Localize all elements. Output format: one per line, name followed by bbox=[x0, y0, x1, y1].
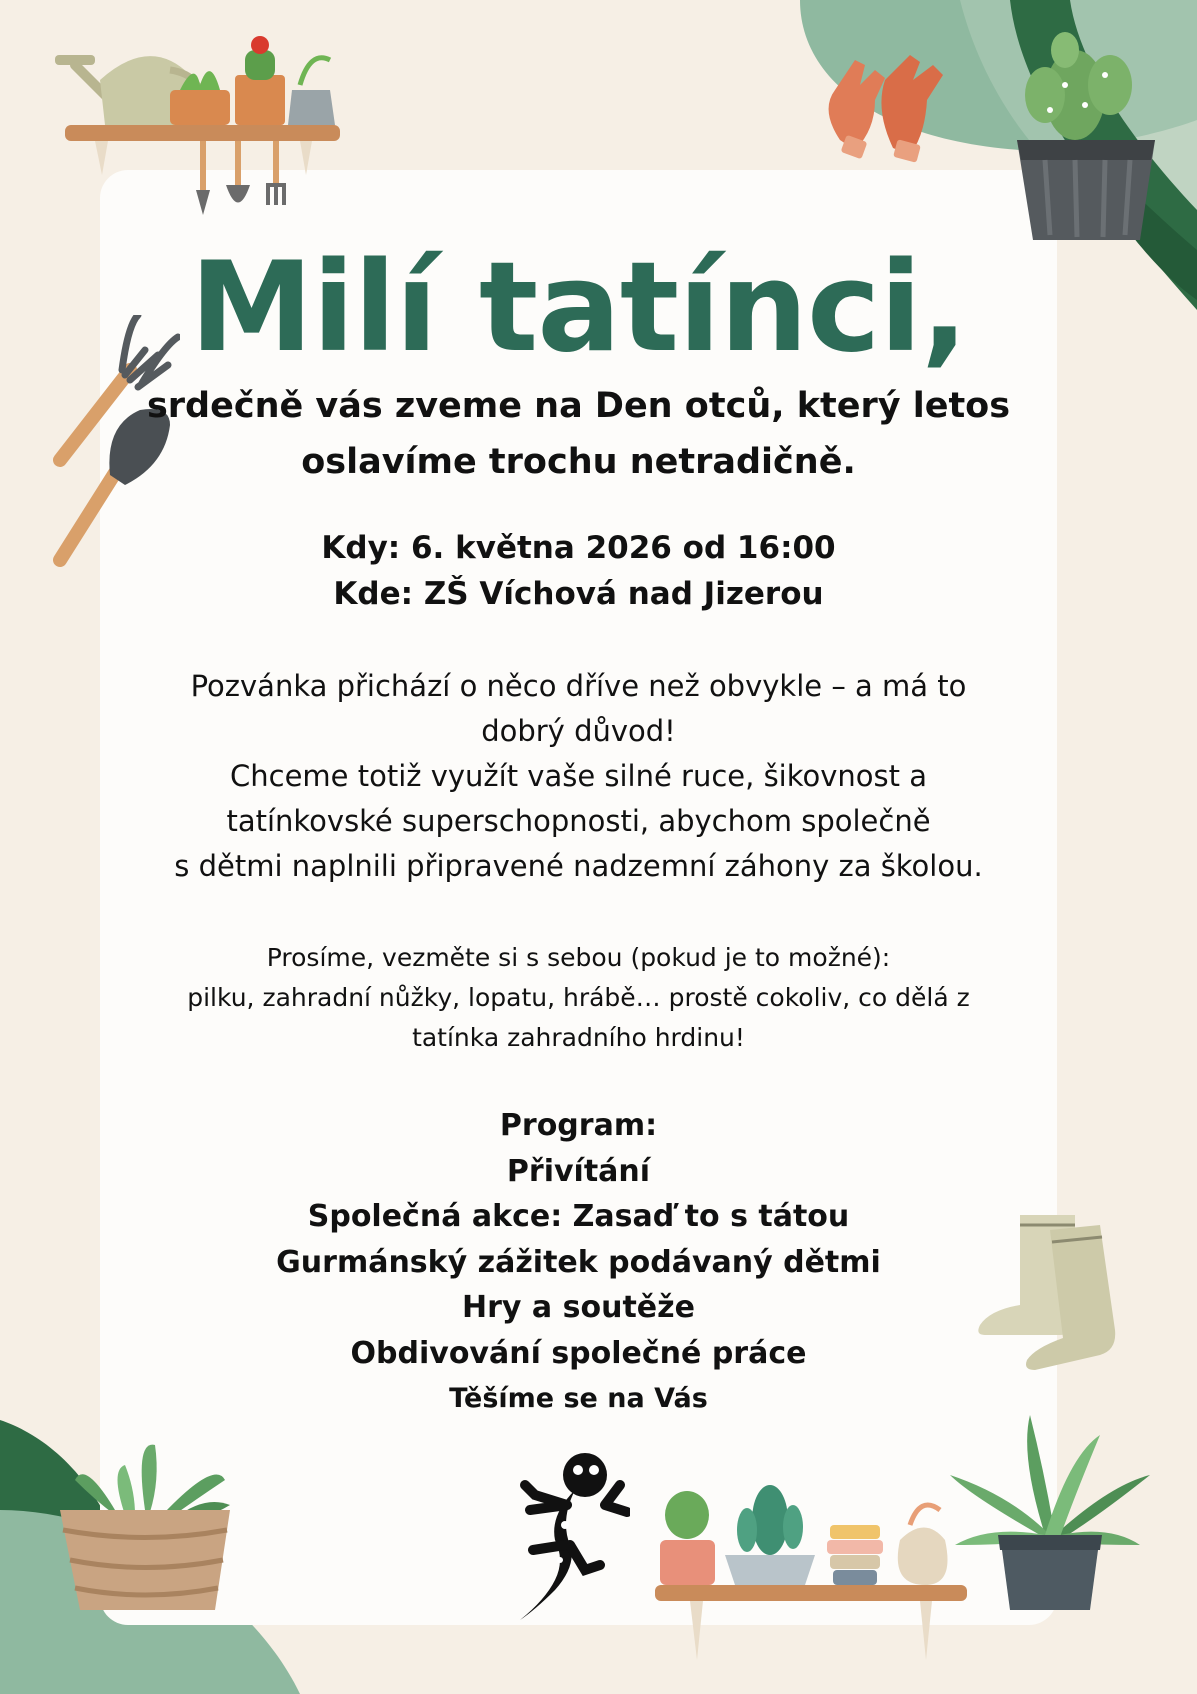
body-line: Pozvánka přichází o něco dříve než obvykle – a má to bbox=[190, 669, 967, 703]
subtitle bbox=[100, 378, 1057, 490]
body-line: dobrý důvod! bbox=[481, 714, 676, 748]
body-line: Chceme totiž využít vaše silné ruce, šikovnost a bbox=[230, 759, 927, 793]
invitation-body bbox=[100, 664, 1057, 889]
event-date: Kdy: 6. května 2026 od 16:00 bbox=[321, 530, 836, 566]
event-location: Kde: ZŠ Víchová nad Jizerou bbox=[333, 576, 824, 612]
program-item: Gurmánský zážitek podávaný dětmi bbox=[276, 1244, 881, 1280]
bring-line: pilku, zahradní nůžky, lopatu, hrábě… prostě cokoliv, co dělá z bbox=[187, 983, 970, 1012]
program-item: Hry a soutěže bbox=[462, 1290, 695, 1325]
program-item: Přivítání bbox=[506, 1153, 651, 1189]
bring-request bbox=[100, 938, 1057, 1058]
body-line: s dětmi naplnili připravené nadzemní záhony za školou. bbox=[174, 849, 983, 883]
program-heading: Program: bbox=[499, 1108, 658, 1143]
subtitle-line: srdečně vás zveme na Den otců, který letos bbox=[146, 386, 1011, 426]
body-line: tatínkovské superschopnosti, abychom společně bbox=[226, 804, 931, 838]
program-item: Společná akce: Zasaď to s tátou bbox=[307, 1199, 850, 1234]
program-section bbox=[100, 1103, 1057, 1422]
page-title: Milí tatínci, bbox=[189, 236, 968, 380]
bring-line: Prosíme, vezměte si s sebou (pokud je to možné): bbox=[266, 943, 891, 972]
subtitle-line: oslavíme trochu netradičně. bbox=[301, 442, 856, 482]
program-item: Obdivování společné práce bbox=[350, 1335, 807, 1371]
bring-line: tatínka zahradního hrdinu! bbox=[412, 1023, 745, 1052]
closing-line: Těšíme se na Vás bbox=[449, 1383, 708, 1414]
event-details bbox=[100, 525, 1057, 617]
